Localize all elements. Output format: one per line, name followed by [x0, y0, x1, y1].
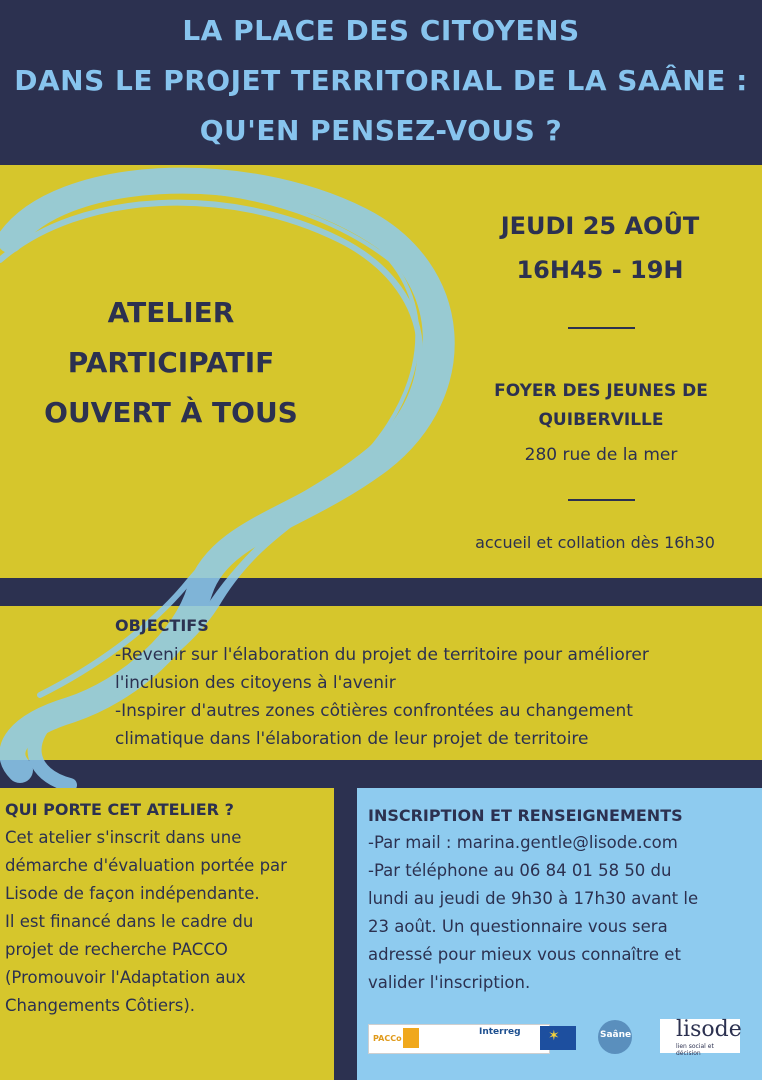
lisode-logo: [660, 1017, 742, 1057]
registration-line-6: valider l'inscription.: [368, 973, 531, 992]
organizer-line-5: projet de recherche PACCO: [5, 940, 228, 959]
pacco-shape-icon: [403, 1028, 419, 1048]
saane-logo: [598, 1020, 632, 1054]
eu-flag-icon: ✶: [540, 1026, 576, 1050]
organizer-box: [0, 788, 334, 1080]
saane-logo-text: Saâne: [600, 1030, 632, 1040]
objective-line-1: -Revenir sur l'élaboration du projet de territoire pour améliorer: [115, 645, 649, 665]
lisode-logo-text: lisode: [676, 1017, 742, 1042]
welcome-note: accueil et collation dès 16h30: [475, 533, 715, 552]
organizer-line-1: Cet atelier s'inscrit dans une: [5, 828, 242, 847]
event-time: 16H45 - 19H: [516, 256, 684, 284]
title-line-2: DANS LE PROJET TERRITORIAL DE LA SAÂNE :: [14, 64, 748, 97]
interreg-logo-text: Interreg: [479, 1027, 521, 1037]
registration-line-5: adressé pour mieux vous connaître et: [368, 945, 681, 964]
event-date: JEUDI 25 AOÛT: [500, 212, 700, 240]
atelier-line-1: ATELIER: [107, 296, 235, 329]
organizer-title: QUI PORTE CET ATELIER ?: [5, 800, 234, 819]
title-line-3: QU'EN PENSEZ-VOUS ?: [199, 114, 563, 147]
registration-email[interactable]: -Par mail : marina.gentle@lisode.com: [368, 833, 678, 852]
objectives-title: OBJECTIFS: [115, 616, 209, 635]
objective-line-3: -Inspirer d'autres zones côtières confrontées au changement: [115, 701, 633, 721]
venue-address: 280 rue de la mer: [524, 445, 678, 465]
lisode-tagline: lien social et décision: [676, 1043, 714, 1057]
organizer-line-2: démarche d'évaluation portée par: [5, 856, 287, 875]
title-line-1: LA PLACE DES CITOYENS: [182, 14, 580, 47]
question-mark-swirl-icon: [0, 150, 480, 790]
organizer-line-4: Il est financé dans le cadre du: [5, 912, 254, 931]
objective-line-4: climatique dans l'élaboration de leur projet de territoire: [115, 729, 589, 749]
header-band: [0, 0, 762, 165]
pacco-interreg-logo: [368, 1024, 550, 1054]
registration-line-4: 23 août. Un questionnaire vous sera: [368, 917, 668, 936]
organizer-line-7: Changements Côtiers).: [5, 996, 196, 1015]
venue-line-1: FOYER DES JEUNES DE: [494, 381, 708, 401]
objective-line-2: l'inclusion des citoyens à l'avenir: [115, 673, 396, 693]
registration-line-3: lundi au jeudi de 9h30 à 17h30 avant le: [368, 889, 699, 908]
registration-line-2: -Par téléphone au 06 84 01 58 50 du: [368, 861, 672, 880]
divider-2: [568, 499, 635, 501]
organizer-line-6: (Promouvoir l'Adaptation aux: [5, 968, 246, 987]
pacco-logo-text: PACCo: [373, 1034, 402, 1043]
atelier-line-3: OUVERT À TOUS: [44, 396, 298, 429]
registration-title: INSCRIPTION ET RENSEIGNEMENTS: [368, 806, 683, 825]
atelier-line-2: PARTICIPATIF: [67, 346, 275, 379]
organizer-line-3: Lisode de façon indépendante.: [5, 884, 260, 903]
divider-1: [568, 327, 635, 329]
venue-line-2: QUIBERVILLE: [538, 410, 664, 430]
